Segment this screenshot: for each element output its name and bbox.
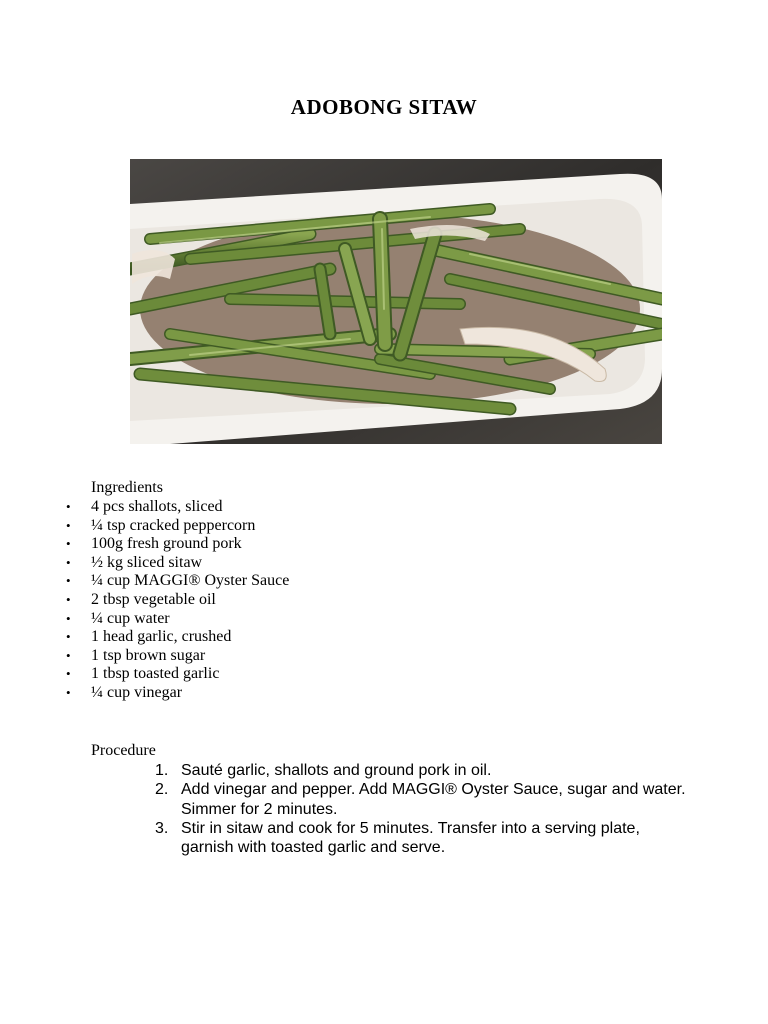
list-item: • ½ kg sliced sitaw <box>66 554 289 573</box>
procedure-heading: Procedure <box>91 742 156 759</box>
step-number: 3. <box>155 819 169 837</box>
list-item: • 2 tbsp vegetable oil <box>66 591 289 610</box>
list-item: • ¼ cup vinegar <box>66 684 289 703</box>
procedure-list <box>155 761 695 857</box>
recipe-title: ADOBONG SITAW <box>290 95 478 119</box>
list-item: • 1 head garlic, crushed <box>66 628 289 647</box>
list-item: • ¼ cup MAGGI® Oyster Sauce <box>66 572 289 591</box>
step-number: 1. <box>155 762 169 779</box>
list-item: • 1 tbsp toasted garlic <box>66 665 289 684</box>
procedure-step <box>155 819 695 858</box>
ingredients-list <box>66 498 289 703</box>
list-item: • ¼ tsp cracked peppercorn <box>66 517 289 536</box>
procedure-step <box>155 780 695 819</box>
step-text: Sauté garlic, shallots and ground pork in oil. <box>181 762 492 779</box>
ingredients-heading: Ingredients <box>91 479 163 496</box>
list-item: • ¼ cup water <box>66 610 289 629</box>
procedure-step <box>155 761 695 780</box>
dish-photo <box>130 159 662 444</box>
list-item: • 1 tsp brown sugar <box>66 647 289 666</box>
list-item: • 4 pcs shallots, sliced <box>66 498 289 517</box>
step-number: 2. <box>155 781 169 799</box>
dish-photo-icon <box>130 159 662 444</box>
step-text: Add vinegar and pepper. Add MAGGI® Oyster Sauce, sugar and water. Simmer for 2 minutes. <box>181 781 686 818</box>
list-item: • 100g fresh ground pork <box>66 535 289 554</box>
step-text: Stir in sitaw and cook for 5 minutes. Transfer into a serving plate, garnish with toasted garlic and serve. <box>181 819 640 857</box>
